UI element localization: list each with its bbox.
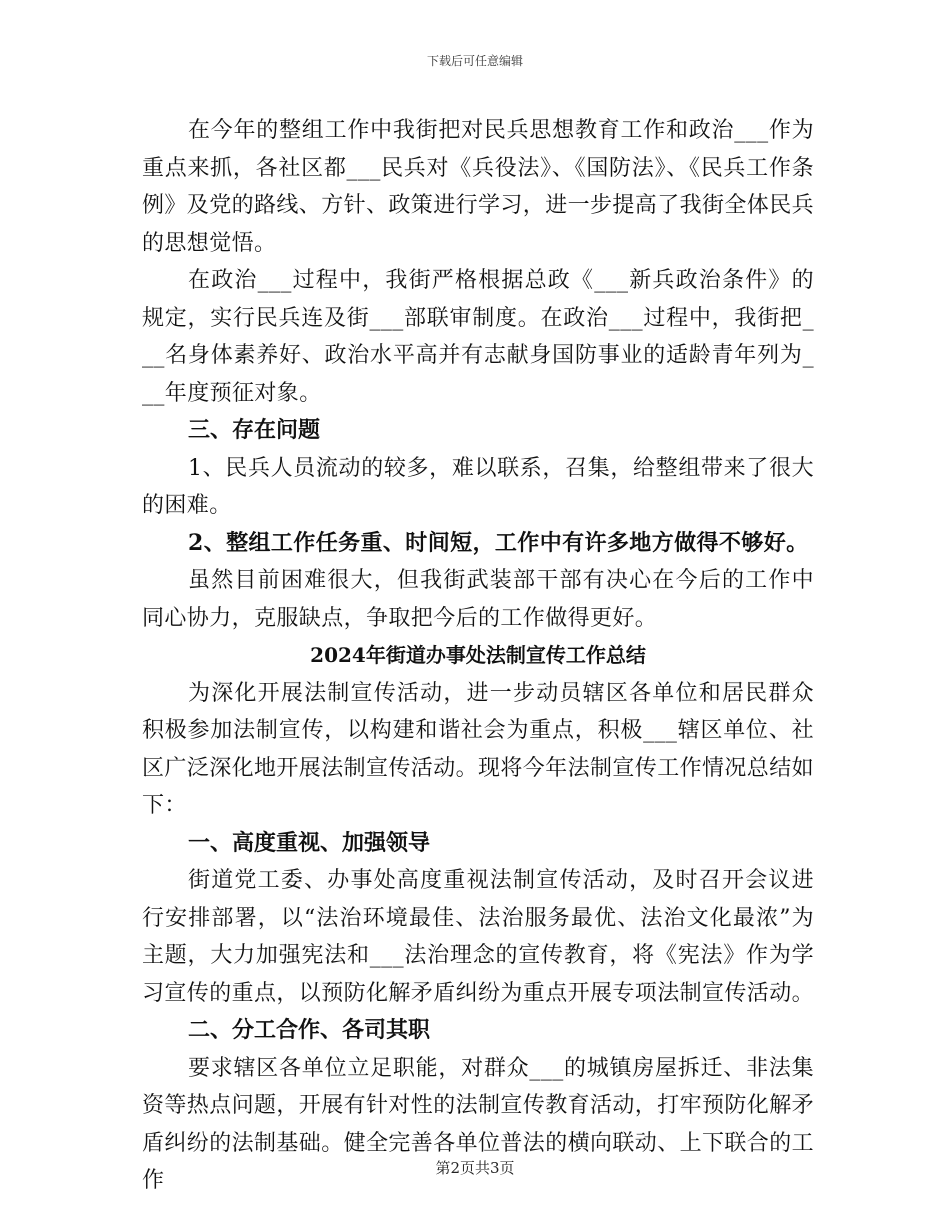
paragraph-leadership: 街道党工委、办事处高度重视法制宣传活动，及时召开会议进行安排部署，以“法治环境最佳、法治服务最优、法治文化最浓”为主题，大力加强宪法和___法治理念的宣传教育，将《宪法》作为学习宣传的重点，以预防化解矛盾纠纷为重点开展专项法制宣传活动。 xyxy=(142,868,815,1006)
section-title: 2024年街道办事处法制宣传工作总结 xyxy=(310,643,646,667)
heading-division-of-labor: 二、分工合作、各司其职 xyxy=(188,1017,431,1043)
page-header-note: 下载后可任意编辑 xyxy=(426,54,523,68)
paragraph-problem-1: 1、民兵人员流动的较多，难以联系，召集，给整组带来了很大的困难。 xyxy=(142,455,814,518)
heading-leadership: 一、高度重视、加强领导 xyxy=(188,829,431,856)
paragraph-political-review: 在政治___过程中，我街严格根据总政《___新兵政治条件》的规定，实行民兵连及街___部联审制度。在政治___过程中，我街把___名身体素养好、政治水平高并有志献身国防事业的适龄青年列为___年度预征对象。 xyxy=(142,268,814,406)
paragraph-problem-2: 2、整组工作任务重、时间短，工作中有许多地方做得不够好。 xyxy=(188,529,809,556)
paragraph-resolution: 虽然目前困难很大，但我街武装部干部有决心在今后的工作中同心协力，克服缺点，争取把今后的工作做得更好。 xyxy=(142,568,814,631)
document-body xyxy=(142,112,814,1200)
paragraph-political-education: 在今年的整组工作中我街把对民兵思想教育工作和政治___作为重点来抓，各社区都___民兵对《兵役法》、《国防法》、《民兵工作条例》及党的路线、方针、政策进行学习，进一步提高了我街全体民兵的思想觉悟。 xyxy=(142,118,815,256)
page-number: 第2页共3页 xyxy=(435,1159,515,1177)
paragraph-intro: 为深化开展法制宣传活动，进一步动员辖区各单位和居民群众积极参加法制宣传，以构建和谐社会为重点，积极___辖区单位、社区广泛深化地开展法制宣传活动。现将今年法制宣传工作情况总结如下： xyxy=(142,680,815,818)
paragraph-division-of-labor: 要求辖区各单位立足职能，对群众___的城镇房屋拆迁、非法集资等热点问题，开展有针对性的法制宣传教育活动，打牢预防化解矛盾纠纷的法制基础。健全完善各单位普法的横向联动、上下联合的工作 xyxy=(142,1055,815,1193)
heading-existing-problems: 三、存在问题 xyxy=(188,417,321,443)
